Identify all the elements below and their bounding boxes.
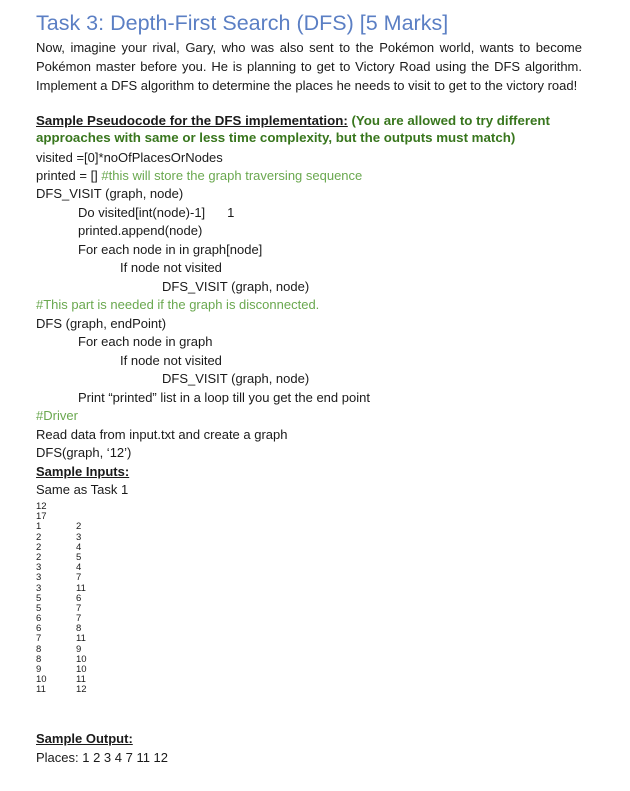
code-line-print: Print “printed” list in a loop till you get the end point <box>78 390 370 405</box>
edge-to: 7 <box>76 602 82 614</box>
edge-from: 2 <box>36 551 42 563</box>
edge-to: 7 <box>76 613 82 625</box>
edge-to: 10 <box>76 664 87 675</box>
code-line-foreach-neighbor: For each node in in graph[node] <box>78 242 263 257</box>
code-line-printed <box>36 168 362 184</box>
sample-inputs-heading: Sample Inputs: <box>36 464 130 479</box>
code-mark-visited: Do visited[int(node)-1] <box>78 205 206 220</box>
code-line-mark-visited <box>78 205 234 221</box>
edge-from: 8 <box>36 643 42 655</box>
code-line-recursive-call-2: DFS_VISIT (graph, node) <box>162 371 310 386</box>
edge-to: 3 <box>76 531 82 543</box>
edge-from: 3 <box>36 562 42 574</box>
code-line-dfs-visit-def: DFS_VISIT (graph, node) <box>36 186 184 201</box>
edge-to: 7 <box>76 572 82 584</box>
edge-to: 9 <box>76 643 82 655</box>
edge-to: 10 <box>76 653 87 665</box>
edge-to: 11 <box>76 674 86 686</box>
edge-from: 5 <box>36 592 42 604</box>
edge-to: 11 <box>76 633 86 645</box>
code-comment: #this will store the graph traversing sequence <box>97 168 363 183</box>
pseudocode-heading-line <box>36 113 550 129</box>
code-line-dfs-def: DFS (graph, endPoint) <box>36 316 167 331</box>
edge-from: 2 <box>36 541 42 553</box>
code-comment-driver: #Driver <box>36 408 78 423</box>
edge-to: 5 <box>76 551 82 563</box>
edge-from: 6 <box>36 613 42 625</box>
task-description: Now, imagine your rival, Gary, who was also sent to the Pokémon world, wants to become Pokémon master before you. He is planning to get to Victory Road using the DFS algorithm. Implement a DFS algorithm to determine the places he needs to visit to get to the victory road! <box>36 40 582 93</box>
edge-to: 12 <box>76 684 87 696</box>
code-line-recursive-call: DFS_VISIT (graph, node) <box>162 279 310 294</box>
edge-from: 5 <box>36 602 42 614</box>
edge-to: 6 <box>76 592 82 604</box>
code-line-foreach-node: For each node in graph <box>78 334 213 349</box>
edge-to: 4 <box>76 562 82 574</box>
edge-from: 10 <box>36 674 47 686</box>
sample-output-value: Places: 1 2 3 4 7 11 12 <box>36 750 169 765</box>
code-printed-init: printed = [] <box>36 168 98 183</box>
code-line-dfs-call: DFS(graph, ‘12’) <box>36 445 132 460</box>
edge-from: 9 <box>36 664 42 675</box>
sample-output-heading: Sample Output: <box>36 731 133 746</box>
edge-to: 8 <box>76 623 82 635</box>
edge-from: 1 <box>36 521 42 533</box>
edge-from: 8 <box>36 653 42 665</box>
edge-to: 11 <box>76 582 86 594</box>
pseudocode-note: (You are allowed to try different <box>347 113 550 128</box>
code-comment-disconnected: #This part is needed if the graph is disconnected. <box>36 297 320 312</box>
code-mark-value: 1 <box>227 205 235 220</box>
task-title: Task 3: Depth-First Search (DFS) [5 Marks] <box>36 11 449 35</box>
edge-to: 2 <box>76 521 82 533</box>
pseudocode-note-2: approaches with same or less time complexity, but the outputs must match) <box>36 130 516 145</box>
edge-from: 3 <box>36 582 42 594</box>
pseudocode-heading: Sample Pseudocode for the DFS implementation: <box>36 113 348 128</box>
code-line-visited: visited =[0]*noOfPlacesOrNodes <box>36 150 223 165</box>
document-page: Task 3: Depth-First Search (DFS) [5 Marks] Now, imagine your rival, Gary, who was also sent to the Pokémon world, wants to become Pokémon master before you. He is planning to get to Victory Road using the DFS algorithm. Implement a DFS algorithm to determine the places he needs to visit to get to the victory road! Sample Pseudocode for the DFS implementation: (You are allowed to try different approaches with same or less time complexity, but the outputs must match) visited =[0]*noOfPlacesOrNodes printed = [] #this will store the graph traversing sequence DFS_VISIT (graph, node) Do visited[int(node)-1] 1 printed.append(node) For each node in in graph[node] If node not visited DFS_VISIT (graph, node) #This part is needed if the graph is disconnected. DFS (graph, endPoint) For each node in graph If node not visited DFS_VISIT (graph, node) Print “printed” list in a loop till you get the end point #Driver Read data from input.txt and create a graph DFS(graph, ‘12’) Sample Inputs: Same as Task 1 12 17 1 2 2 3 2 4 2 5 3 4 3 7 3 11 5 6 5 7 6 7 6 8 7 11 8 9 8 10 9 10 10 11 11 12 Sample Output: Places: 1 2 3 4 7 11 12 <box>36 11 582 765</box>
edge-from: 7 <box>36 633 42 645</box>
code-line-read-input: Read data from input.txt and create a graph <box>36 427 288 442</box>
edge-from: 6 <box>36 623 42 635</box>
edge-from: 11 <box>36 684 46 696</box>
code-line-if-not-visited-2: If node not visited <box>120 353 222 368</box>
code-line-append: printed.append(node) <box>78 223 203 238</box>
sample-inputs-note: Same as Task 1 <box>36 482 129 497</box>
code-line-if-not-visited: If node not visited <box>120 260 222 275</box>
edge-from: 2 <box>36 531 42 543</box>
edge-to: 4 <box>76 541 82 553</box>
edge-from: 3 <box>36 572 42 584</box>
